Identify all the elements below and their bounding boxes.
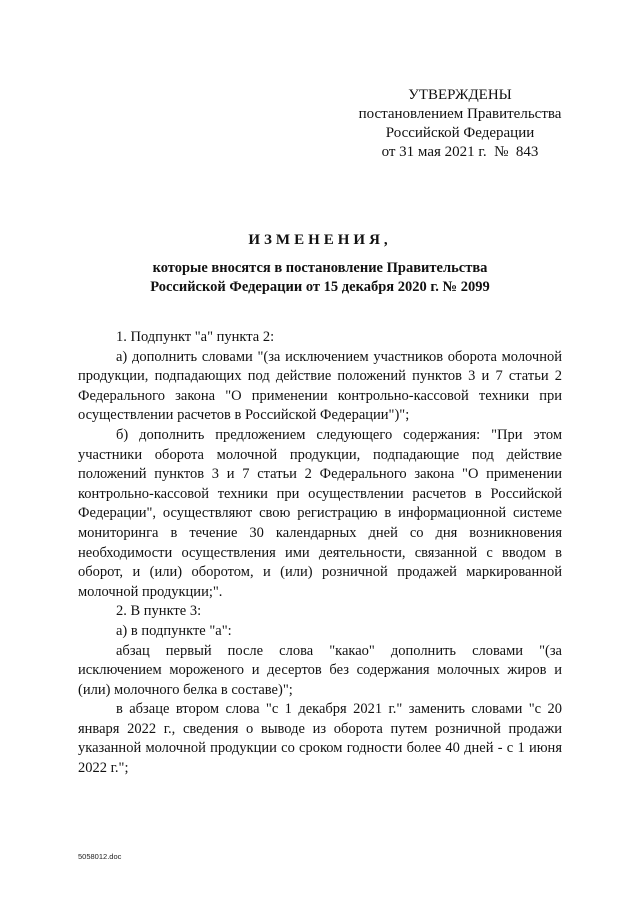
approval-date-number: от 31 мая 2021 г. № 843 [381,144,539,160]
paragraph-subitem-b: б) дополнить предложением следующего содержания: "При этом участники оборота молочной продукции, подпадающие под действие положений пунктов 3 и 7 статьи 2 Федерального закона "О применении контрольно-кассовой техники при осуществлении расчетов в Российской Федерации", осуществляют свою регистрацию в информационной системе мониторинга в течение 30 календарных дней со дня возникновения необходимости осуществления ими деятельности, связанной с вводом в оборот, и (или) оборотом, и (или) розничной продажей маркированной молочной продукции;". [78,426,562,600]
paragraph-subitem-a-2: а) в подпункте "а": [116,622,232,639]
document-body [78,328,562,779]
approval-line: Российской Федерации [385,125,535,141]
subtitle-line: Российской Федерации от 15 декабря 2020 г. № 2099 [150,279,490,295]
approval-heading: УТВЕРЖДЕНЫ [408,87,512,103]
approval-line: постановлением Правительства [358,106,562,122]
paragraph-item-1: 1. Подпункт "а" пункта 2: [116,329,275,345]
paragraph-item-2: 2. В пункте 3: [116,603,202,620]
footer-filename: 5058012.doc [78,852,122,861]
paragraph-subitem-a: а) дополнить словами "(за исключением участников оборота молочной продукции, подпадающих под действие положений пунктов 3 и 7 статьи 2 Федерального закона "О применении контрольно-кассовой техники при осуществлении расчетов в Российской Федерации")"; [78,348,562,424]
subtitle-line: которые вносятся в постановление Правительства [152,260,488,276]
paragraph-abzac-1: абзац первый после слова "какао" дополнить словами "(за исключением мороженого и десертов без содержания молочных жиров и (или) молочного белка в составе)"; [78,642,562,698]
document-title: ИЗМЕНЕНИЯ, [248,232,392,248]
paragraph-abzac-2: в абзаце втором слова "с 1 декабря 2021 г." заменить словами "с 20 января 2022 г., сведения о выводе из оборота путем розничной продажи указанной молочной продукции со сроком годности более 40 дней - с 1 июня 2022 г."; [78,701,562,777]
document-subtitle [80,259,560,297]
approval-stamp [330,86,590,162]
